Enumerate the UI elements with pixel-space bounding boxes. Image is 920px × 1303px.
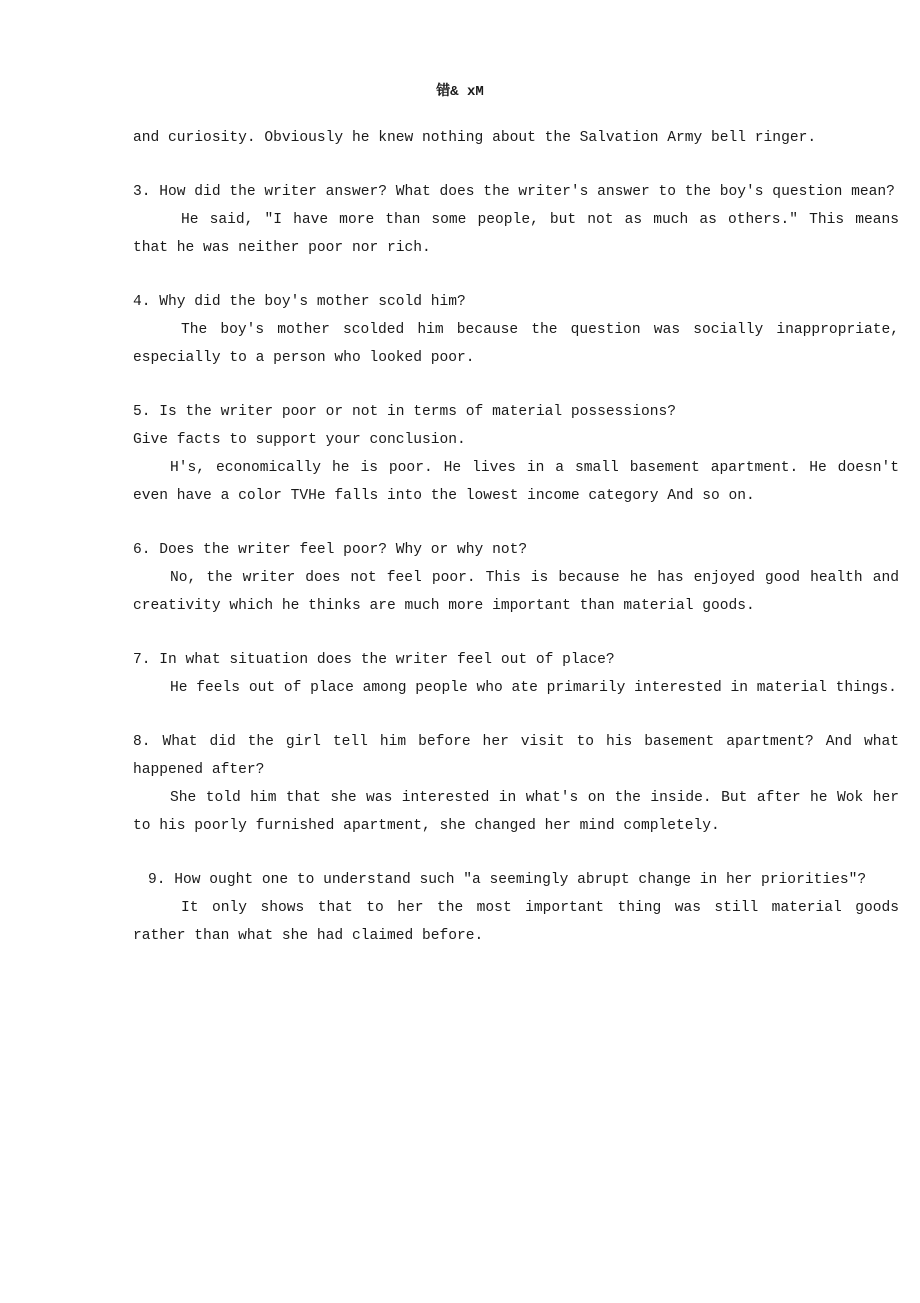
document-body: [133, 124, 899, 950]
question-5-line2: Give facts to support your conclusion.: [133, 432, 466, 448]
question-6: 6. Does the writer feel poor? Why or why not?: [133, 542, 528, 558]
qa-item-4: [133, 288, 899, 372]
question-4: 4. Why did the boy's mother scold him?: [133, 294, 466, 310]
answer-4: The boy's mother scolded him because the question was socially inappropriate, especially to a person who looked poor.: [133, 322, 899, 366]
question-8: 8. What did the girl tell him before her visit to his basement apartment? And what happened after?: [133, 734, 899, 778]
answer-6: No, the writer does not feel poor. This is because he has enjoyed good health and creativity which he thinks are much more important than material goods.: [133, 570, 899, 614]
answer-9: It only shows that to her the most important thing was still material goods rather than what she had claimed before.: [133, 900, 899, 944]
question-9: 9. How ought one to understand such "a seemingly abrupt change in her priorities"?: [148, 872, 867, 888]
qa-item-6: [133, 536, 899, 620]
answer-3: He said, "I have more than some people, but not as much as others." This means that he was neither poor nor rich.: [133, 212, 899, 256]
question-7: 7. In what situation does the writer feel out of place?: [133, 652, 615, 668]
qa-item-3: [133, 178, 899, 262]
qa-item-9: [133, 866, 899, 950]
qa-item-7: [133, 646, 899, 702]
intro-paragraph: and curiosity. Obviously he knew nothing about the Salvation Army bell ringer.: [133, 130, 817, 146]
answer-5: H's, economically he is poor. He lives in a small basement apartment. He doesn't even have a color TVHe falls into the lowest income category And so on.: [133, 460, 899, 504]
page-header: 错& xM: [436, 84, 484, 100]
qa-item-8: [133, 728, 899, 840]
answer-7: He feels out of place among people who ate primarily interested in material things.: [170, 680, 897, 696]
question-5-line1: 5. Is the writer poor or not in terms of material possessions?: [133, 404, 676, 420]
question-3: 3. How did the writer answer? What does the writer's answer to the boy's question mean?: [133, 184, 895, 200]
qa-item-5: [133, 398, 899, 510]
answer-8: She told him that she was interested in what's on the inside. But after he Wok her to his poorly furnished apartment, she changed her mind completely.: [133, 790, 899, 834]
